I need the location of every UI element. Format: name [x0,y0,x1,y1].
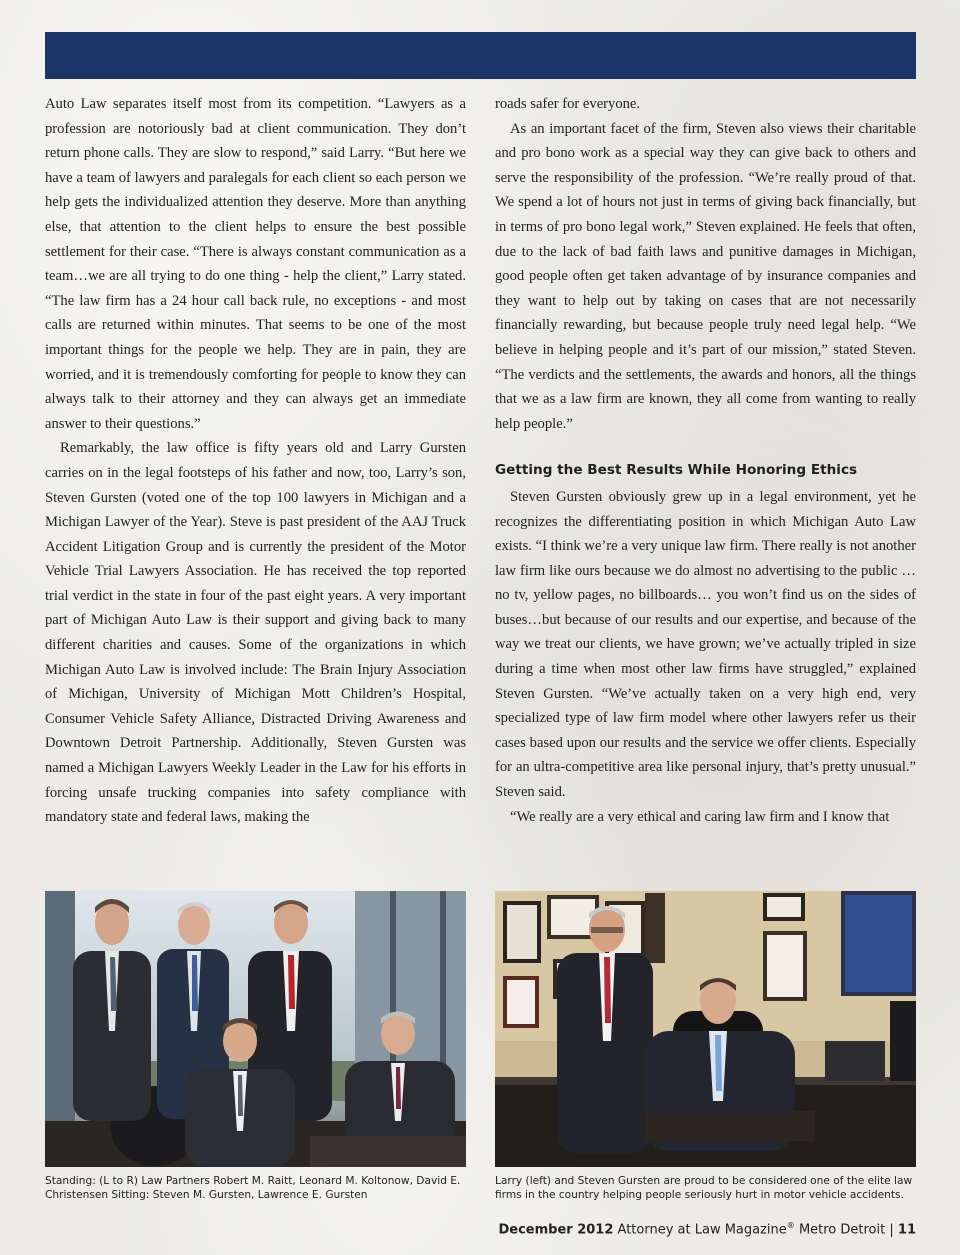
paragraph: roads safer for everyone. [495,96,641,112]
gursten-office-photo [495,891,916,1167]
article-column-right [495,92,916,829]
paragraph: Auto Law separates itself most from its competition. “Lawyers as a profession are notoriously bad at client communication. They don’t return phone calls. They are slow to respond,” said Larry. “But here we have a team of lawyers and paralegals for each client so each person we help gets the individualized attention they deserve. More than anything else, that attention to the client helps to ensure the best possible settlement for their case. “There is always constant communication as a team…we are all trying to do one thing - help the client,” Larry stated. “The law firm has a 24 hour call back rule, no exceptions - and most calls are returned within minutes. That seems to be one of the most important things for the people we help. They are in pain, they are worried, and it is tremendously comforting for people to know they can always talk to their attorney and they can always get an immediate answer to their questions.” [45,96,466,432]
photo-caption-right: Larry (left) and Steven Gursten are proud to be considered one of the elite law firms in the country helping people seriously hurt in motor vehicle accidents. [495,1175,913,1201]
page-number: 11 [897,1222,916,1238]
header-banner [45,32,916,79]
footer-separator: | [889,1222,894,1238]
paragraph: As an important facet of the firm, Steven also views their charitable and pro bono work as a special way they can give back to others and serve the responsibility of the profession. “We’re really proud of that. We spend a lot of hours not just in terms of giving back financially, but in terms of pro bono legal work,” Steven explained. He feels that often, due to the lack of bad faith laws and punitive damages in Michigan, good people often get taken advantage of by insurance companies and they want to help out by taking on cases that are not necessarily financially rewarding, but because people truly need legal help. “We believe in helping people and it’s part of our mission,” stated Steven. “The verdicts and the settlements, the awards and honors, all the things that we as a law firm are known, they all come from wanting to really help people.” [495,120,916,432]
page-footer [498,1221,916,1237]
partners-group-photo [45,891,466,1167]
magazine-name: Attorney at Law Magazine [617,1222,787,1238]
paragraph: Remarkably, the law office is fifty years old and Larry Gursten carries on in the legal footsteps of his father and now, too, Larry’s son, Steven Gursten (voted one of the top 100 lawyers in Michigan and a Michigan Lawyer of the Year). Steve is past president of the AAJ Truck Accident Litigation Group and is currently the president of the Motor Vehicle Trial Lawyers Association. He has received the top reported trial verdict in the state in four of the past eight years. A very important part of Michigan Auto Law is their support and giving back to many different charities and causes. Some of the organizations in which Michigan Auto Law is involved include: The Brain Injury Association of Michigan, University of Michigan Mott Children’s Hospital, Consumer Vehicle Safety Alliance, Distracted Driving Awareness and Downtown Detroit Partnership. Additionally, Steven Gursten was named a Michigan Lawyers Weekly Leader in the Law for his efforts in forcing unsafe trucking companies into safety compliance with mandatory state and federal laws, making the [45,440,466,826]
article-column-left [45,92,466,830]
paragraph: “We really are a very ethical and caring law firm and I know that [510,808,890,825]
paragraph: Steven Gursten obviously grew up in a legal environment, yet he recognizes the differentiating position in which Michigan Auto Law exists. “I think we’re a very unique law firm. There really is not another law firm like ours because we do almost no advertising to the public …no tv, yellow pages, no billboards… you won’t find us on the sides of buses…but because of our results and our expertise, and because of the way we treat our clients, we have grown; we’ve actually tripled in size during a time when most other law firms have struggled,” explained Steven Gursten. “We’ve actually taken on a very high end, very specialized type of law firm model where other lawyers refer us their cases based upon our results and the service we offer clients. Especially for an ultra-competitive area like personal injury, that’s pretty unusual.” Steven said. [495,488,916,801]
registered-mark: ® [786,1221,795,1230]
region-name: Metro Detroit [798,1222,886,1238]
photo-caption-left: Standing: (L to R) Law Partners Robert M. Raitt, Leonard M. Koltonow, David E. Christensen Sitting: Steven M. Gursten, Lawrence E. Gursten [45,1175,461,1201]
section-subheading: Getting the Best Results While Honoring Ethics [495,462,858,479]
issue-date: December 2012 [498,1222,614,1238]
